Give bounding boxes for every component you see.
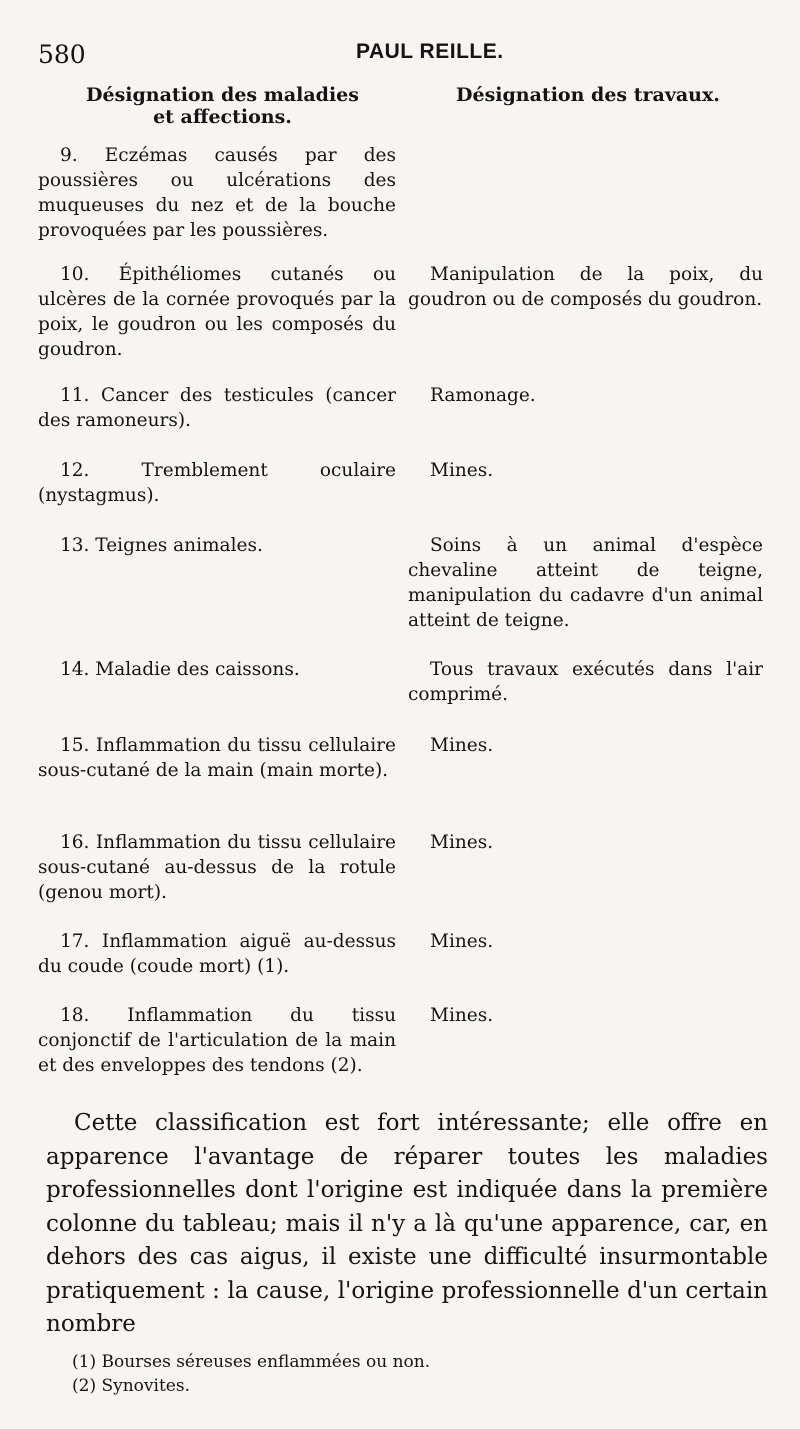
column-heading-diseases-line2: et affections. [153,106,292,128]
table-row-work: Tous travaux exécutés dans l'air comprimé. [408,659,763,705]
column-heading-diseases [50,84,395,128]
column-heading-works: Désignation des travaux. [456,84,720,106]
table-row-disease: 17. Inflammation aiguë au-dessus du coude (coude mort) (1). [38,931,396,977]
table-row-disease: 13. Teignes animales. [60,535,263,556]
column-heading-diseases-line1: Désignation des maladies [86,84,359,106]
table-row-work: Manipulation de la poix, du goudron ou de composés du goudron. [408,264,763,310]
table-row-disease: 11. Cancer des testicules (cancer des ramoneurs). [38,385,396,431]
table-row-disease: 10. Épithéliomes cutanés ou ulcères de la cornée provoqués par la poix, le goudron ou les composés du goudron. [38,264,396,360]
table-row-work: Mines. [430,832,494,853]
table-row-disease: 16. Inflammation du tissu cellulaire sous-cutané au-dessus de la rotule (genou mort). [38,832,396,903]
table-row-disease: 14. Maladie des caissons. [60,659,300,680]
page-number: 580 [38,40,86,69]
table-row-work: Ramonage. [430,385,536,406]
table-row-disease: 15. Inflammation du tissu cellulaire sous-cutané de la main (main morte). [38,735,396,781]
table-row-disease: 12. Tremblement oculaire (nystagmus). [38,460,396,506]
table-row-work: Mines. [430,931,494,952]
table-row-work: Mines. [430,460,494,481]
footnotes [72,1350,762,1398]
table-row-work: Mines. [430,735,494,756]
footnote-1: (1) Bourses séreuses enflammées ou non. [72,1352,431,1372]
body-paragraph: Cette classification est fort intéressante; elle offre en apparence l'avantage de réparer toutes les maladies professionnelles dont l'origine est indiquée dans la première colonne du tableau; mais il n'y a là qu'une apparence, car, en dehors des cas aigus, il existe une difficulté insurmontable pratiquement : la cause, l'origine professionnelle d'un certain nombre [46,1110,768,1337]
footnote-2: (2) Synovites. [72,1376,190,1396]
table-row-work: Mines. [430,1005,494,1026]
table-row-disease: 18. Inflammation du tissu conjonctif de l'articulation de la main et des enveloppes des tendons (2). [38,1005,396,1076]
table-row-work: Soins à un animal d'espèce chevaline atteint de teigne, manipulation du cadavre d'un animal atteint de teigne. [408,535,763,631]
page-header [38,38,778,72]
table-row-disease: 9. Eczémas causés par des poussières ou ulcérations des muqueuses du nez et de la bouche provoquées par les poussières. [38,145,396,241]
running-head: PAUL REILLE. [356,40,504,63]
